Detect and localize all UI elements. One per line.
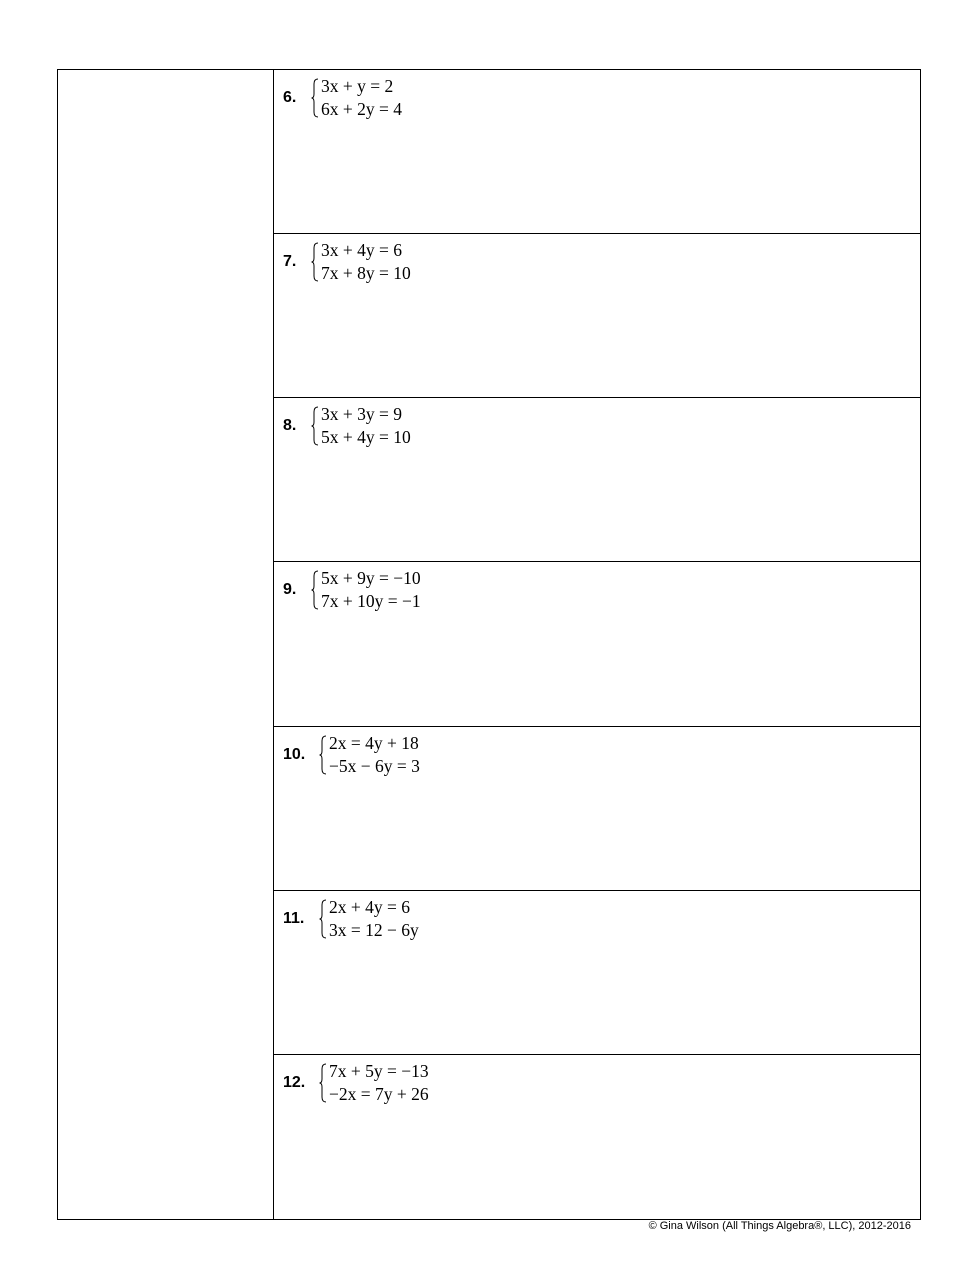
- equation-2: 5x + 4y = 10: [321, 427, 411, 448]
- problem-number: 11.: [283, 909, 305, 927]
- equation-1: 3x + 4y = 6: [321, 240, 402, 261]
- notes-column: [58, 70, 274, 1219]
- equation-2: 7x + 10y = −1: [321, 591, 421, 612]
- left-brace-icon: [311, 406, 319, 446]
- equation-1: 3x + y = 2: [321, 76, 394, 96]
- worksheet-table: [57, 69, 921, 1220]
- problem-6: [274, 70, 920, 234]
- equation-1: 2x + 4y = 6: [329, 896, 410, 917]
- problem-number: 8.: [283, 417, 297, 435]
- equation-2: 6x + 2y = 4: [321, 99, 402, 119]
- problems-column: [274, 70, 920, 1219]
- problem-number: 12.: [283, 1073, 306, 1091]
- left-brace-icon: [319, 735, 327, 775]
- problem-number: 10.: [283, 745, 306, 763]
- problem-number: 7.: [283, 253, 297, 271]
- equation-1: 3x + 3y = 9: [321, 404, 402, 425]
- problem-11: [274, 891, 920, 1055]
- problem-number: 6.: [283, 89, 297, 106]
- problem-12: [274, 1055, 920, 1219]
- left-brace-icon: [311, 570, 319, 610]
- problem-8: [274, 398, 920, 562]
- equation-2: 3x = 12 − 6y: [329, 919, 419, 940]
- equation-1: 5x + 9y = −10: [321, 568, 421, 589]
- problem-number: 9.: [283, 581, 297, 599]
- copyright-footer: © Gina Wilson (All Things Algebra®, LLC), 2012-2016: [648, 1220, 911, 1232]
- equation-1: 7x + 5y = −13: [329, 1060, 429, 1081]
- equation-2: 7x + 8y = 10: [321, 263, 411, 284]
- left-brace-icon: [311, 78, 319, 118]
- equation-2: −2x = 7y + 26: [329, 1083, 429, 1104]
- problem-9: [274, 562, 920, 726]
- problem-10: [274, 727, 920, 891]
- problem-7: [274, 234, 920, 398]
- equation-1: 2x = 4y + 18: [329, 732, 419, 753]
- left-brace-icon: [319, 899, 327, 939]
- left-brace-icon: [311, 242, 319, 282]
- left-brace-icon: [319, 1063, 327, 1103]
- equation-2: −5x − 6y = 3: [329, 755, 420, 776]
